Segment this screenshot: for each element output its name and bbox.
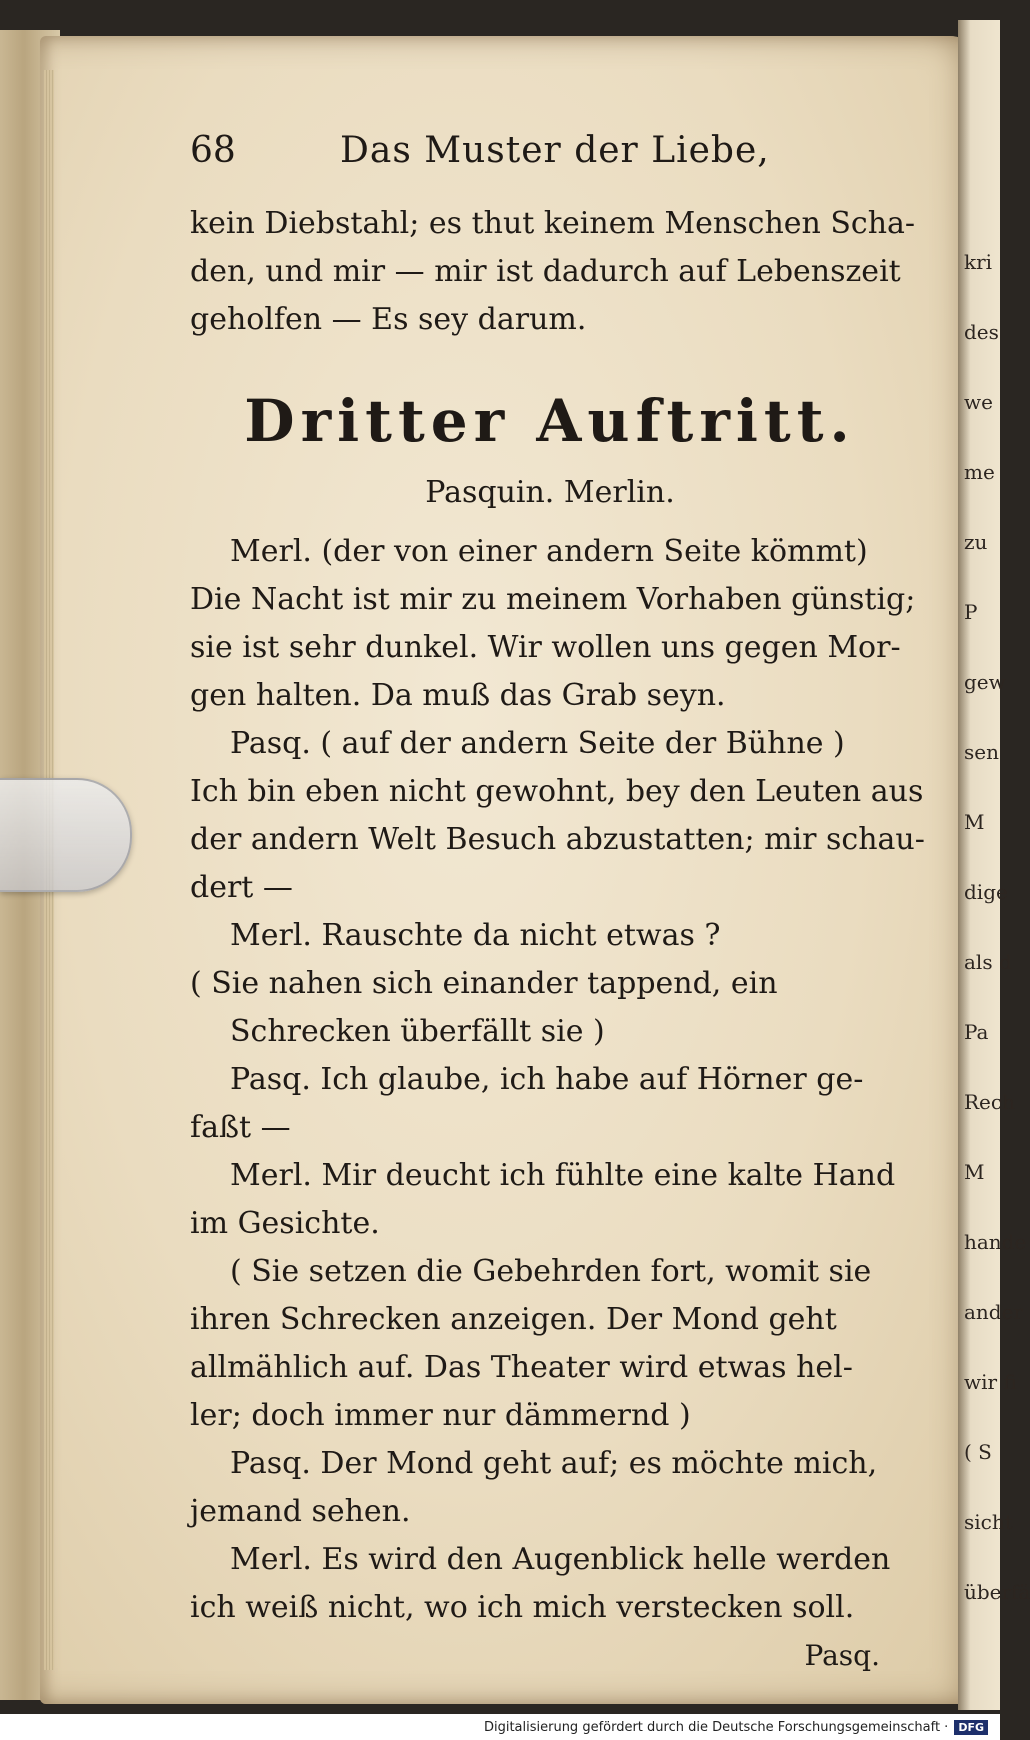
text-line: kein Diebstahl; es thut keinem Menschen Scha- — [190, 206, 916, 241]
facing-page-fragment — [958, 20, 1030, 1710]
facing-page-text-fragment: ( S — [964, 1440, 992, 1464]
facing-page-text-fragment: überfä — [964, 1580, 1030, 1604]
speech-line: ich weiß nicht, wo ich mich verstecken soll. — [190, 1590, 855, 1625]
facing-page-text-fragment: M — [964, 810, 985, 834]
running-title: Das Muster der Liebe, — [340, 130, 770, 171]
stage-direction: ( Sie setzen die Gebehrden fort, womit sie — [230, 1254, 872, 1289]
facing-page-text-fragment: Pa — [964, 1020, 989, 1044]
stage-direction: Schrecken überfällt sie ) — [230, 1014, 605, 1049]
speech-line: Pasq. ( auf der andern Seite der Bühne ) — [230, 726, 845, 761]
scene-speakers: Pasquin. Merlin. — [425, 475, 675, 510]
facing-page-text-fragment: we — [964, 390, 993, 414]
facing-page-text-fragment: als d — [964, 950, 1012, 974]
speech-line: Die Nacht ist mir zu meinem Vorhaben günstig; — [190, 582, 916, 617]
facing-page-text-fragment: kri — [964, 250, 993, 274]
facing-page-text-fragment: Rech — [964, 1090, 1015, 1114]
text-line: den, und mir — mir ist dadurch auf Lebenszeit — [190, 254, 901, 289]
facing-page-text-fragment: sicht — [964, 1510, 1013, 1534]
facing-page-text-fragment: ander — [964, 1300, 1024, 1324]
facing-page-text-fragment: dige — [964, 880, 1008, 904]
speech-line: Merl. Es wird den Augenblick helle werden — [230, 1542, 891, 1577]
page-clip-icon — [0, 778, 132, 892]
speech-line: Pasq. Der Mond geht auf; es möchte mich, — [230, 1446, 878, 1481]
speech-line: dert — — [190, 870, 293, 905]
speech-line: Merl. Rauschte da nicht etwas ? — [230, 918, 721, 953]
page-header — [190, 130, 910, 200]
facing-page-text-fragment: P — [964, 600, 978, 624]
page-number: 68 — [190, 130, 236, 171]
speech-line: Merl. (der von einer andern Seite kömmt) — [230, 534, 868, 569]
digitization-footer — [0, 1714, 1000, 1740]
stage-direction: ihren Schrecken anzeigen. Der Mond geht — [190, 1302, 837, 1337]
facing-page-text-fragment: me — [964, 460, 995, 484]
stage-direction: ler; doch immer nur dämmernd ) — [190, 1398, 691, 1433]
speech-line: faßt — — [190, 1110, 291, 1145]
speech-line: sie ist sehr dunkel. Wir wollen uns gegen Mor- — [190, 630, 901, 665]
speech-line: Merl. Mir deucht ich fühlte eine kalte Hand — [230, 1158, 896, 1193]
speech-line: Pasq. Ich glaube, ich habe auf Hörner ge- — [230, 1062, 864, 1097]
facing-page-text-fragment: gew — [964, 670, 1006, 694]
speech-line: gen halten. Da muß das Grab seyn. — [190, 678, 726, 713]
catchword: Pasq. — [804, 1639, 880, 1672]
stage-direction: ( Sie nahen sich einander tappend, ein — [190, 966, 778, 1001]
text-line: geholfen — Es sey darum. — [190, 302, 587, 337]
facing-page-text-fragment: des — [964, 320, 999, 344]
facing-page-text-fragment: hande — [964, 1230, 1027, 1254]
page-text — [190, 130, 925, 1680]
footer-credit: Digitalisierung gefördert durch die Deutsche Forschungsgemeinschaft · — [483, 1719, 949, 1735]
speech-line: Ich bin eben nicht gewohnt, bey den Leuten aus — [190, 774, 924, 809]
dfg-logo: DFG — [954, 1720, 988, 1735]
facing-page-text-fragment: M — [964, 1160, 985, 1184]
speech-line: jemand sehen. — [190, 1494, 411, 1529]
stage-direction: allmählich auf. Das Theater wird etwas hel- — [190, 1350, 853, 1385]
scene-title: Dritter Auftritt. — [244, 387, 856, 455]
facing-page-text-fragment: zu — [964, 530, 988, 554]
speech-line: der andern Welt Besuch abzustatten; mir schau- — [190, 822, 925, 857]
facing-page-text-fragment: sen — [964, 740, 999, 764]
facing-page-text-fragment: wir fi — [964, 1370, 1017, 1394]
speech-line: im Gesichte. — [190, 1206, 380, 1241]
